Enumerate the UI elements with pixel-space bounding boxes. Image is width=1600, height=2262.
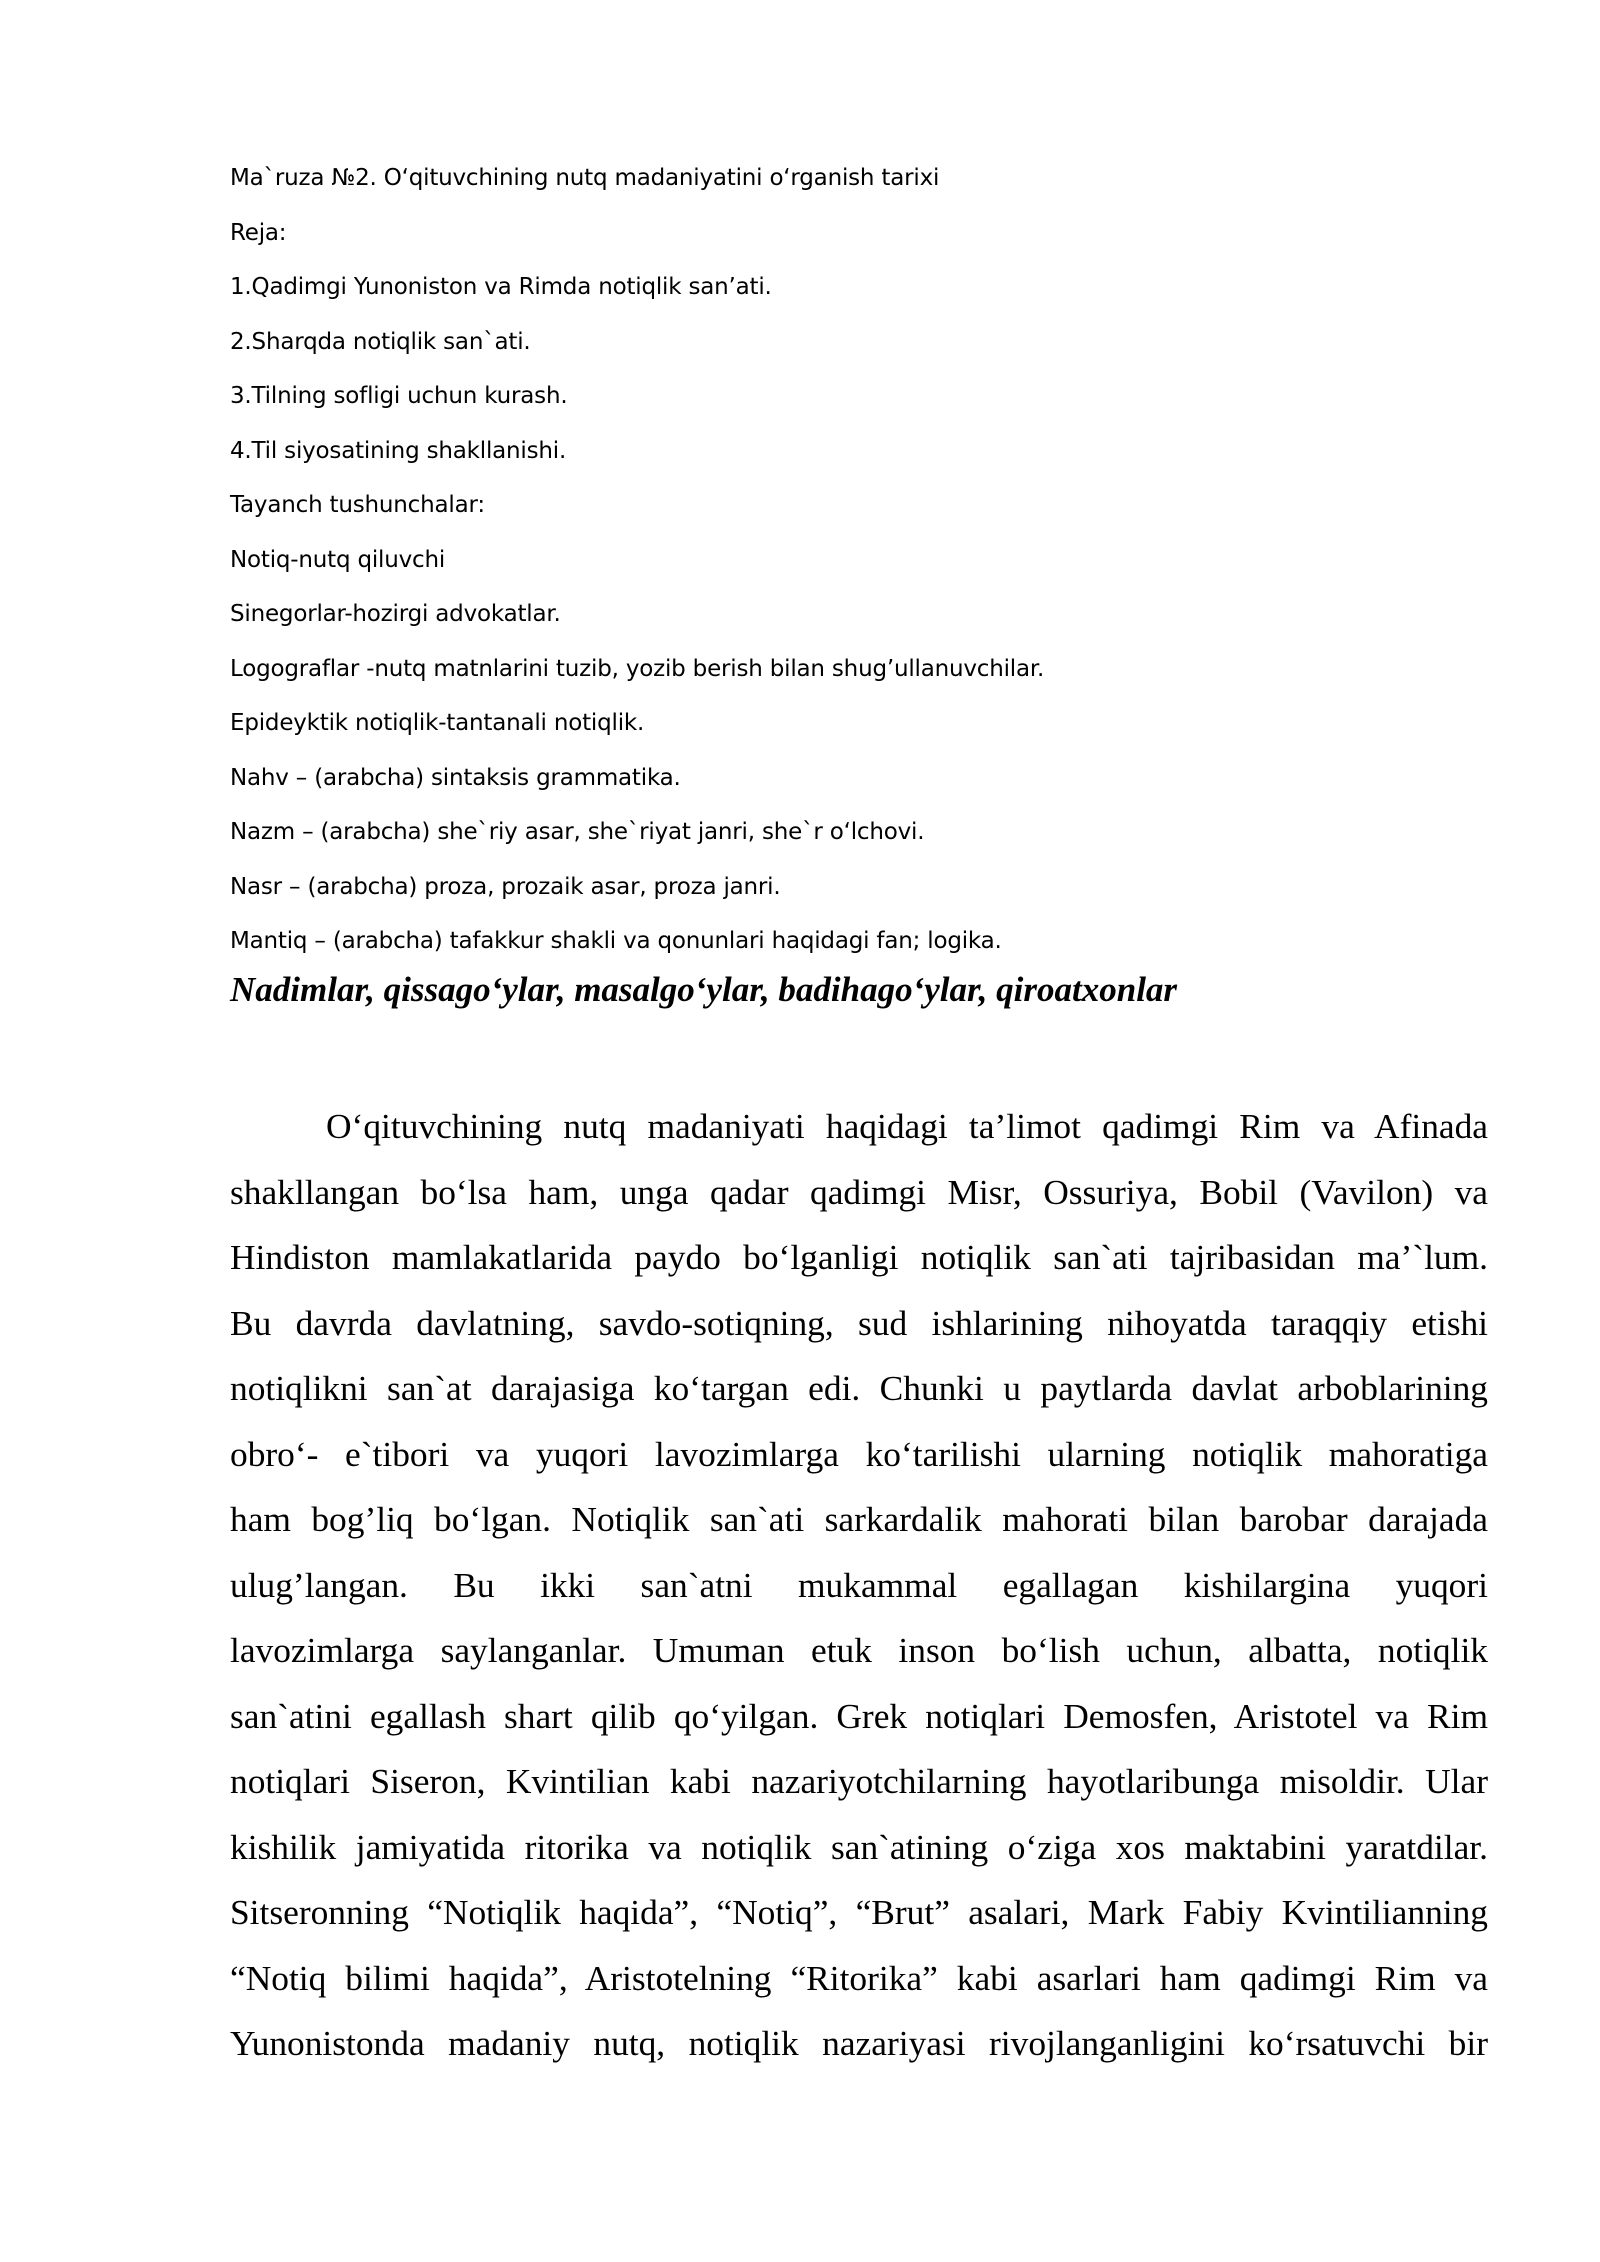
lecture-title: Ma`ruza №2. O‘qituvchining nutq madaniyatini o‘rganish tarixi: [230, 165, 940, 191]
key-terms-label: Tayanch tushunchalar:: [230, 492, 485, 518]
key-term-line: Sinegorlar-hozirgi advokatlar.: [230, 601, 561, 627]
body-paragraph: [230, 1094, 1488, 2077]
paragraph-line: notiqlikni san`at darajasiga ko‘targan edi. Chunki u paytlarda davlat arboblarining: [230, 1368, 1488, 1408]
paragraph-line: Bu davrda davlatning, savdo-sotiqning, sud ishlarining nihoyatda taraqqiy etishi: [230, 1302, 1488, 1343]
paragraph-line: obro‘- e`tibori va yuqori lavozimlarga ko‘tarilishi ularning notiqlik mahoratiga: [230, 1433, 1488, 1474]
paragraph-line: “Notiq bilimi haqida”, Aristotelning “Ritorika” kabi asarlari ham qadimgi Rim va: [230, 1957, 1488, 1998]
paragraph-line: kishilik jamiyatida ritorika va notiqlik san`atining o‘ziga xos maktabini yaratdilar.: [230, 1826, 1488, 1867]
key-term-line: Nahv – (arabcha) sintaksis grammatika.: [230, 764, 681, 791]
paragraph-line: Sitseronning “Notiqlik haqida”, “Notiq”, “Brut” asalari, Mark Fabiy Kvintilianning: [230, 1892, 1488, 1932]
plan-item-3: 3.Tilning sofligi uchun kurash.: [230, 383, 568, 409]
paragraph-line: ham bog’liq bo‘lgan. Notiqlik san`ati sarkardalik mahorati bilan barobar darajada: [230, 1499, 1488, 1539]
plan-label: Reja:: [230, 219, 287, 246]
key-term-line: Notiq-nutq qiluvchi: [230, 546, 446, 573]
key-term-line: Logograflar -nutq matnlarini tuzib, yozib berish bilan shug’ullanuvchilar.: [230, 655, 1045, 682]
plan-item-4: 4.Til siyosatining shakllanishi.: [230, 437, 567, 464]
key-term-line: Epideyktik notiqlik-tantanali notiqlik.: [230, 710, 645, 736]
lecture-outline: [230, 151, 1490, 969]
paragraph-line: lavozimlarga saylanganlar. Umuman etuk inson bo‘lish uchun, albatta, notiqlik: [230, 1630, 1488, 1670]
key-term-line: Mantiq – (arabcha) tafakkur shakli va qonunlari haqidagi fan; logika.: [230, 928, 1002, 954]
paragraph-line: san`atini egallash shart qilib qo‘yilgan. Grek notiqlari Demosfen, Aristotel va Rim: [230, 1695, 1488, 1736]
section-heading: Nadimlar, qissago‘ylar, masalgo‘ylar, badihago‘ylar, qiroatxonlar: [230, 970, 1178, 1009]
paragraph-line: shakllangan bo‘lsa ham, unga qadar qadimgi Misr, Ossuriya, Bobil (Vavilon) va: [230, 1171, 1488, 1212]
paragraph-line: ulug’langan. Bu ikki san`atni mukammal egallagan kishilargina yuqori: [230, 1564, 1488, 1605]
plan-item-2: 2.Sharqda notiqlik san`ati.: [230, 328, 531, 355]
key-term-line: Nasr – (arabcha) proza, prozaik asar, proza janri.: [230, 873, 781, 900]
paragraph-line: O‘qituvchining nutq madaniyati haqidagi ta’limot qadimgi Rim va Afinada: [326, 1106, 1488, 1146]
paragraph-line: Yunonistonda madaniy nutq, notiqlik nazariyasi rivojlanganligini ko‘rsatuvchi bir: [230, 2023, 1488, 2063]
paragraph-line: notiqlari Siseron, Kvintilian kabi nazariyotchilarning hayotlaribunga misoldir. Ular: [230, 1761, 1488, 1801]
key-term-line: Nazm – (arabcha) she`riy asar, she`riyat janri, she`r o‘lchovi.: [230, 819, 925, 845]
paragraph-line: Hindiston mamlakatlarida paydo bo‘lganligi notiqlik san`ati tajribasidan ma’`lum.: [230, 1237, 1488, 1277]
plan-item-1: 1.Qadimgi Yunoniston va Rimda notiqlik san’ati.: [230, 274, 772, 300]
